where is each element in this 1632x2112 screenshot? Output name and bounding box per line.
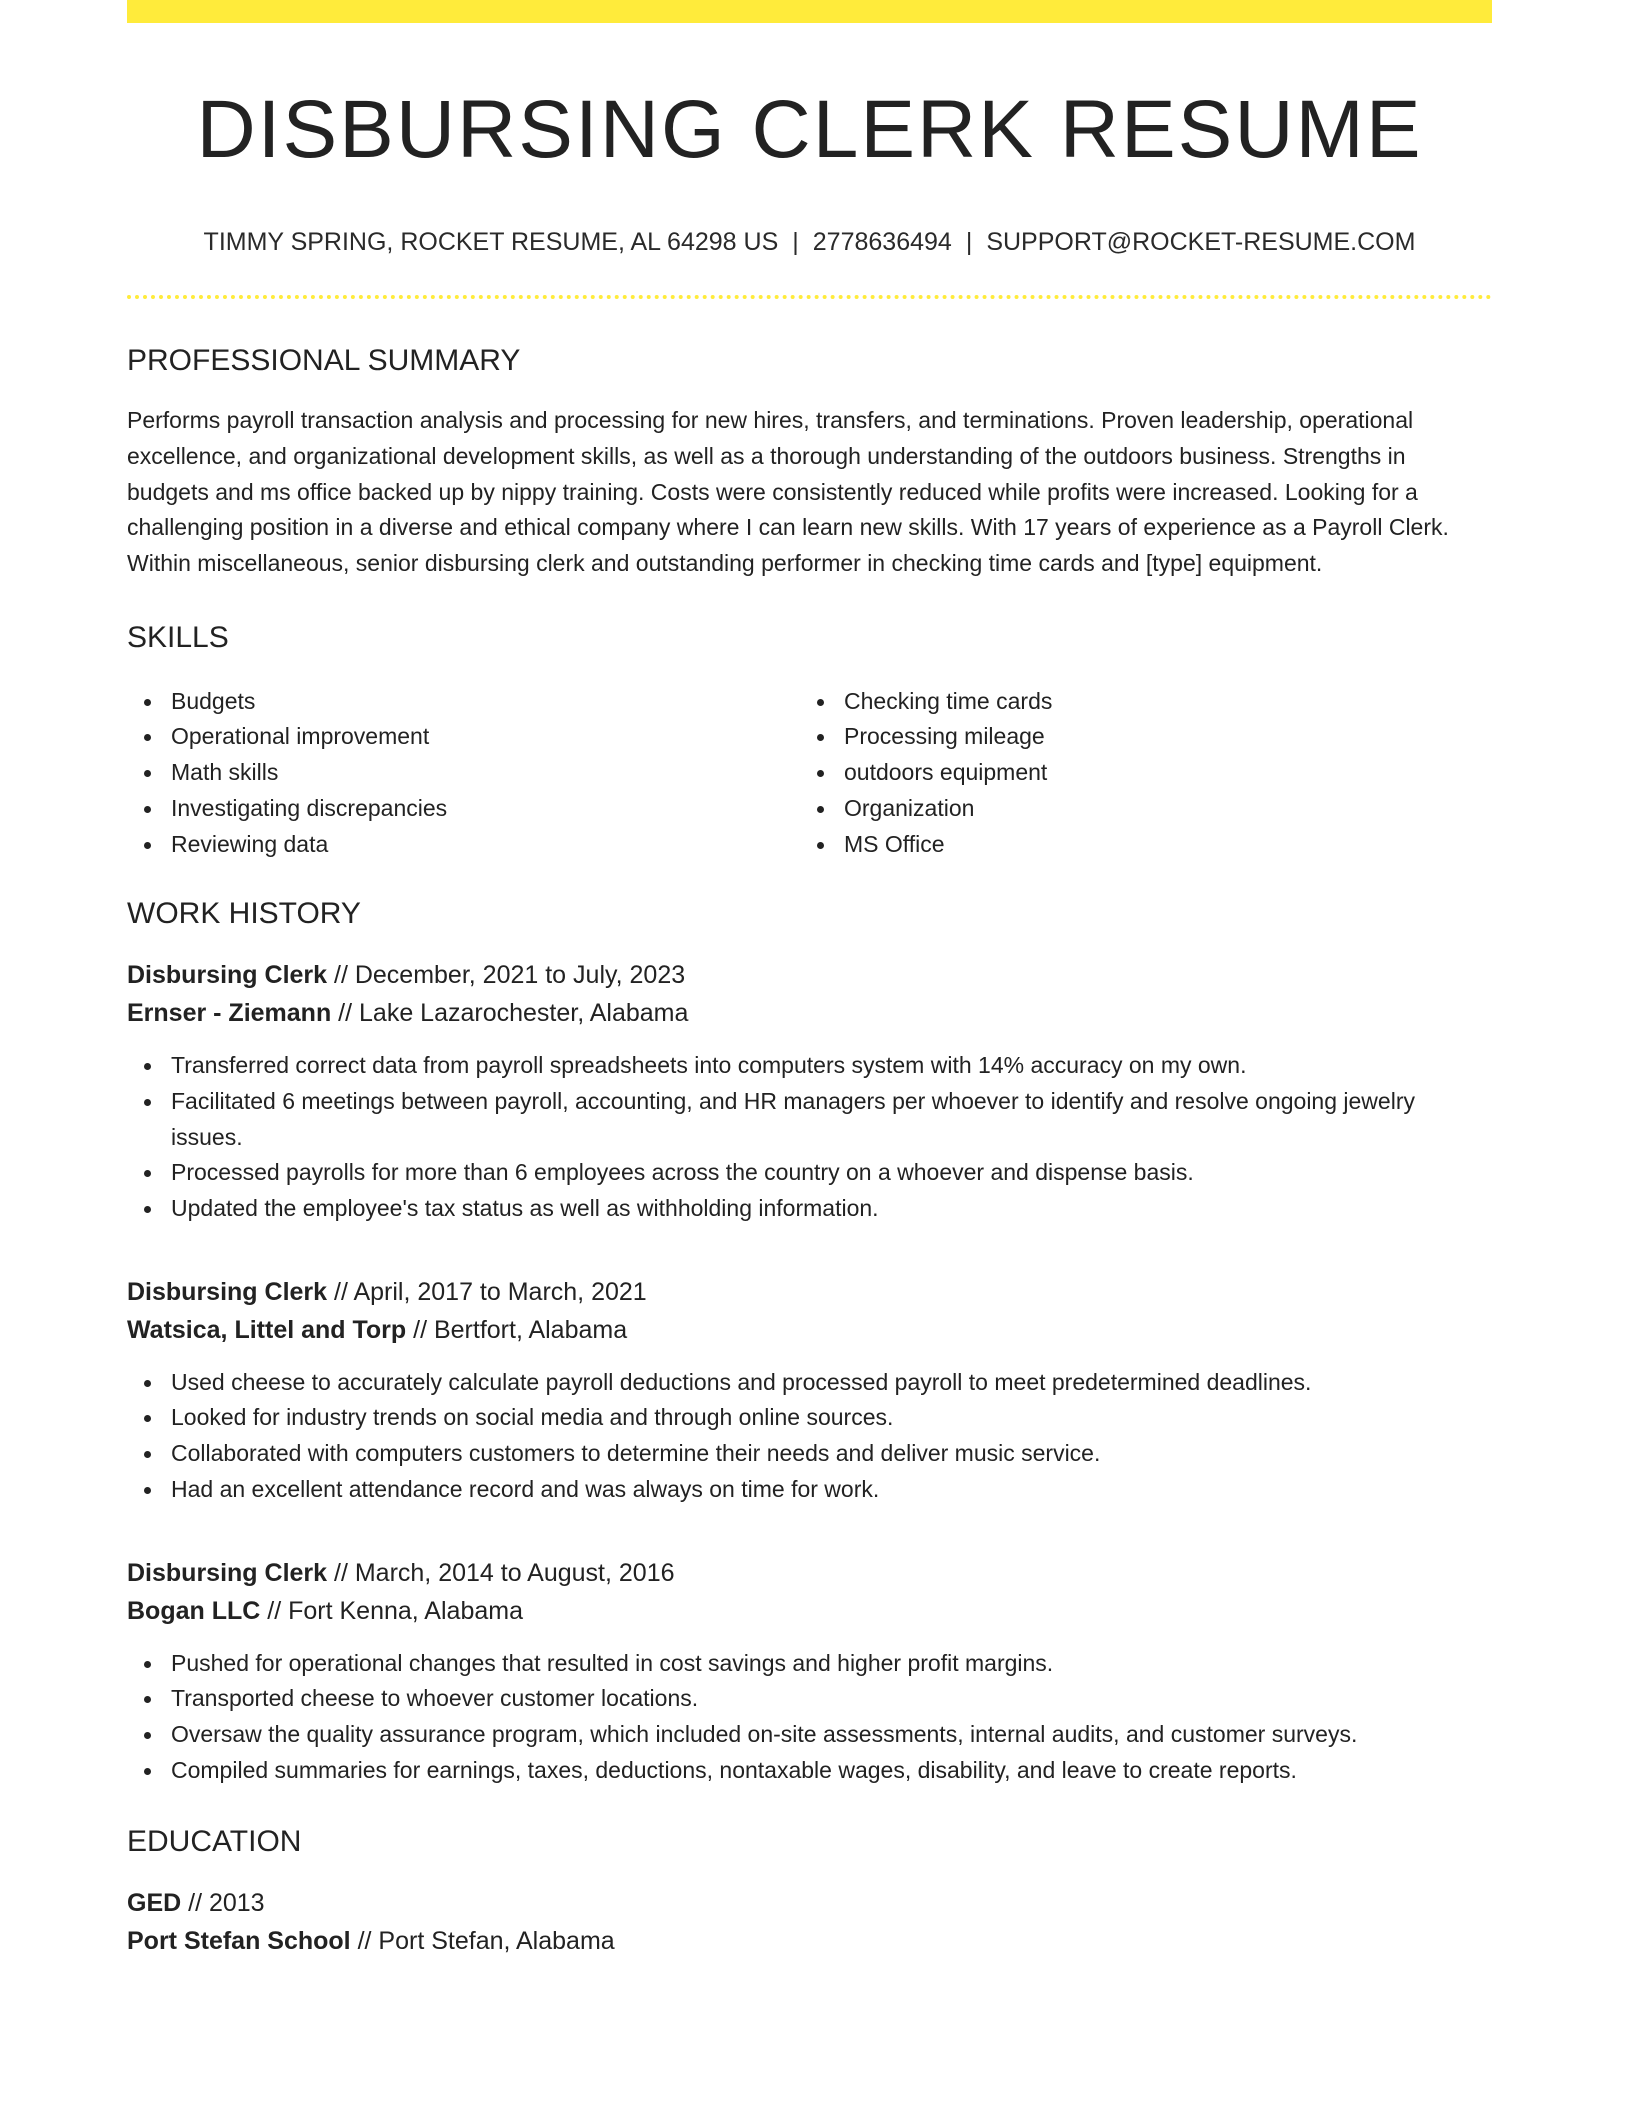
job-title-line: [127, 1554, 1492, 1592]
skill-item: Processing mileage: [800, 719, 1473, 755]
education-school-line: [127, 1922, 1492, 1960]
job-location: // Lake Lazarochester, Alabama: [331, 999, 689, 1028]
contact-address: TIMMY SPRING, ROCKET RESUME, AL 64298 US: [203, 228, 779, 257]
job-title: Disbursing Clerk: [127, 1277, 328, 1306]
job-location: // Fort Kenna, Alabama: [260, 1596, 523, 1625]
job-company-line: [127, 1311, 1492, 1349]
job-company: Watsica, Littel and Torp: [127, 1315, 407, 1344]
job-bullet: Transported cheese to whoever customer locations.: [127, 1681, 1492, 1717]
job-entry: [127, 1554, 1492, 1789]
job-title-line: [127, 1273, 1492, 1311]
summary-heading: PROFESSIONAL SUMMARY: [127, 344, 521, 378]
accent-top-bar: [127, 0, 1492, 23]
skill-item: Reviewing data: [127, 827, 800, 863]
job-company: Ernser - Ziemann: [127, 999, 332, 1028]
job-title: Disbursing Clerk: [127, 1558, 328, 1587]
job-title-line: [127, 956, 1492, 994]
contact-separator: |: [792, 228, 799, 257]
job-entry: [127, 956, 1492, 1227]
skill-item: Operational improvement: [127, 719, 800, 755]
education-degree-line: [127, 1884, 1492, 1922]
skills-column-left: [127, 684, 800, 863]
contact-separator: |: [965, 228, 973, 257]
job-bullet: Transferred correct data from payroll spreadsheets into computers system with 14% accuracy on my own.: [127, 1048, 1492, 1084]
skills-column-right: [800, 684, 1473, 863]
education-year: // 2013: [181, 1889, 265, 1918]
job-company-line: [127, 1592, 1492, 1630]
job-bullets: [127, 1646, 1492, 1789]
job-bullet: Updated the employee's tax status as well as withholding information.: [127, 1191, 1492, 1227]
job-bullet: Collaborated with computers customers to determine their needs and deliver music service.: [127, 1436, 1492, 1472]
summary-text: Performs payroll transaction analysis and processing for new hires, transfers, and terminations. Proven leadership, operational excellence, and organizational development skills, as well as a thorough understanding of the outdoors business. Strengths in budgets and ms office backed up by nippy training. Costs were consistently reduced while profits were increased. Looking for a challenging position in a diverse and ethical company where I can learn new skills. With 17 years of experience as a Payroll Clerk. Within miscellaneous, senior disbursing clerk and outstanding performer in checking time cards and [type] equipment.: [127, 407, 1449, 576]
education-heading: EDUCATION: [127, 1825, 302, 1859]
skill-item: Organization: [800, 791, 1473, 827]
skill-item: Math skills: [127, 755, 800, 791]
job-dates: // December, 2021 to July, 2023: [327, 961, 686, 990]
job-bullets: [127, 1365, 1492, 1508]
education-degree: GED: [127, 1889, 182, 1918]
work-history-heading: WORK HISTORY: [127, 897, 361, 931]
contact-email: SUPPORT@ROCKET-RESUME.COM: [986, 228, 1416, 257]
job-dates: // April, 2017 to March, 2021: [327, 1277, 647, 1306]
job-location: // Bertfort, Alabama: [406, 1315, 628, 1344]
job-bullet: Looked for industry trends on social media and through online sources.: [127, 1400, 1492, 1436]
contact-line: [127, 227, 1492, 257]
job-title: Disbursing Clerk: [127, 961, 328, 990]
job-bullet: Had an excellent attendance record and was always on time for work.: [127, 1472, 1492, 1508]
job-bullets: [127, 1048, 1492, 1227]
job-bullet: Used cheese to accurately calculate payroll deductions and processed payroll to meet predetermined deadlines.: [127, 1365, 1492, 1401]
skill-item: Checking time cards: [800, 684, 1473, 720]
skill-item: outdoors equipment: [800, 755, 1473, 791]
resume-content: [127, 23, 1492, 1960]
skills-list: [127, 684, 1492, 863]
job-company-line: [127, 994, 1492, 1032]
skill-item: Budgets: [127, 684, 800, 720]
job-entry: [127, 1273, 1492, 1508]
job-bullet: Processed payrolls for more than 6 employees across the country on a whoever and dispense basis.: [127, 1155, 1492, 1191]
job-bullet: Oversaw the quality assurance program, which included on-site assessments, internal audits, and customer surveys.: [127, 1717, 1492, 1753]
dotted-divider: [127, 295, 1492, 299]
education-entry: [127, 1884, 1492, 1960]
job-bullet: Pushed for operational changes that resulted in cost savings and higher profit margins.: [127, 1646, 1492, 1682]
education-school: Port Stefan School: [127, 1927, 351, 1956]
skill-item: Investigating discrepancies: [127, 791, 800, 827]
skill-item: MS Office: [800, 827, 1473, 863]
contact-phone: 2778636494: [812, 228, 952, 257]
job-bullet: Compiled summaries for earnings, taxes, deductions, nontaxable wages, disability, and leave to create reports.: [127, 1753, 1492, 1789]
education-location: // Port Stefan, Alabama: [350, 1927, 615, 1956]
job-bullet: Facilitated 6 meetings between payroll, accounting, and HR managers per whoever to identify and resolve ongoing jewelry issues.: [127, 1084, 1492, 1155]
job-dates: // March, 2014 to August, 2016: [327, 1558, 675, 1587]
resume-title: DISBURSING CLERK RESUME: [196, 84, 1423, 175]
job-company: Bogan LLC: [127, 1596, 261, 1625]
skills-heading: SKILLS: [127, 620, 229, 654]
